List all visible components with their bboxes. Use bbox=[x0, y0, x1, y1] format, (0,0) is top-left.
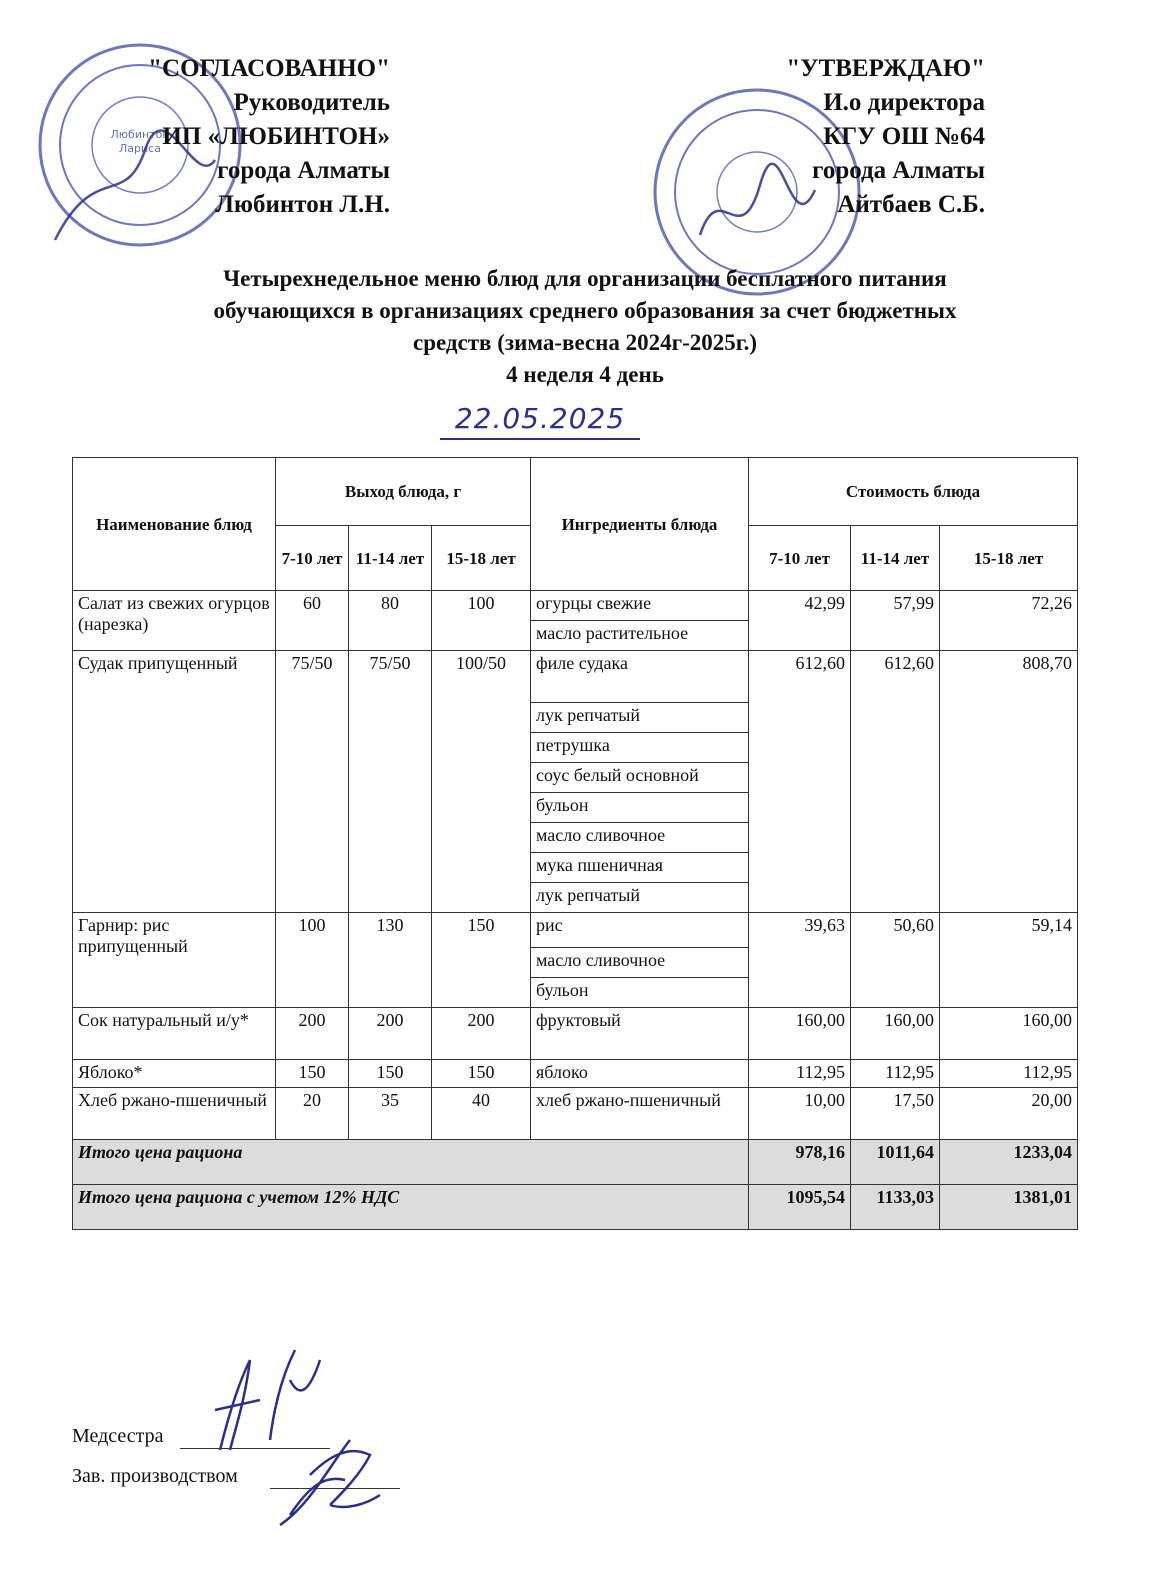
header-cost: Стоимость блюда bbox=[749, 458, 1078, 526]
total-vat-label: Итого цена рациона с учетом 12% НДС bbox=[73, 1185, 749, 1230]
header-yield-age3: 15-18 лет bbox=[432, 526, 531, 591]
dish-name: Сок натуральный и/у* bbox=[73, 1008, 276, 1060]
header-cost-age3: 15-18 лет bbox=[940, 526, 1078, 591]
cost-cell: 112,95 bbox=[940, 1060, 1078, 1088]
cost-cell: 112,95 bbox=[851, 1060, 940, 1088]
svg-text:Любинтон: Любинтон bbox=[110, 128, 170, 141]
approval-right-name: Айтбаев С.Б. bbox=[837, 191, 985, 218]
title-line-4: 4 неделя 4 день bbox=[506, 362, 664, 387]
yield-cell: 150 bbox=[432, 1060, 531, 1088]
ingredient-cell: масло сливочное bbox=[531, 948, 749, 978]
yield-cell: 200 bbox=[349, 1008, 432, 1060]
dish-name: Гарнир: рис припущенный bbox=[73, 913, 276, 1008]
production-signature-icon bbox=[270, 1425, 390, 1535]
approval-right bbox=[700, 52, 985, 222]
approval-right-org: КГУ ОШ №64 bbox=[823, 123, 985, 150]
ingredient-cell: фруктовый bbox=[531, 1008, 749, 1060]
yield-cell: 75/50 bbox=[349, 651, 432, 913]
total-vat-cost: 1381,01 bbox=[940, 1185, 1078, 1230]
ingredient-cell: лук репчатый bbox=[531, 883, 749, 913]
yield-cell: 150 bbox=[432, 913, 531, 1008]
cost-cell: 160,00 bbox=[940, 1008, 1078, 1060]
approval-left bbox=[60, 52, 390, 222]
cost-cell: 612,60 bbox=[749, 651, 851, 913]
yield-cell: 150 bbox=[349, 1060, 432, 1088]
cost-cell: 10,00 bbox=[749, 1088, 851, 1140]
cost-cell: 808,70 bbox=[940, 651, 1078, 913]
header-yield: Выход блюда, г bbox=[276, 458, 531, 526]
ingredient-cell: рис bbox=[531, 913, 749, 948]
cost-cell: 57,99 bbox=[851, 591, 940, 651]
total-label: Итого цена рациона bbox=[73, 1140, 749, 1185]
ingredient-cell: бульон bbox=[531, 793, 749, 823]
total-vat-cost: 1095,54 bbox=[749, 1185, 851, 1230]
ingredient-cell: мука пшеничная bbox=[531, 853, 749, 883]
yield-cell: 80 bbox=[349, 591, 432, 651]
total-cost: 1233,04 bbox=[940, 1140, 1078, 1185]
header-yield-age1: 7-10 лет bbox=[276, 526, 349, 591]
yield-cell: 130 bbox=[349, 913, 432, 1008]
total-vat-cost: 1133,03 bbox=[851, 1185, 940, 1230]
approval-left-name: Любинтон Л.Н. bbox=[215, 191, 390, 218]
cost-cell: 59,14 bbox=[940, 913, 1078, 1008]
ingredient-cell: лук репчатый bbox=[531, 703, 749, 733]
dish-name: Судак припущенный bbox=[73, 651, 276, 913]
ingredient-cell: хлеб ржано-пшеничный bbox=[531, 1088, 749, 1140]
cost-cell: 72,26 bbox=[940, 591, 1078, 651]
approval-left-org: ИП «ЛЮБИНТОН» bbox=[162, 123, 390, 150]
yield-cell: 100 bbox=[432, 591, 531, 651]
menu-table bbox=[72, 457, 1078, 1230]
page-title bbox=[60, 263, 1110, 391]
yield-cell: 100/50 bbox=[432, 651, 531, 913]
header-dish: Наименование блюд bbox=[73, 458, 276, 591]
ingredient-cell: бульон bbox=[531, 978, 749, 1008]
title-line-2: обучающихся в организациях среднего образования за счет бюджетных bbox=[213, 298, 957, 323]
approval-left-city: города Алматы bbox=[217, 157, 390, 184]
yield-cell: 20 bbox=[276, 1088, 349, 1140]
cost-cell: 50,60 bbox=[851, 913, 940, 1008]
dish-name: Салат из свежих огурцов (нарезка) bbox=[73, 591, 276, 651]
cost-cell: 112,95 bbox=[749, 1060, 851, 1088]
ingredient-cell: яблоко bbox=[531, 1060, 749, 1088]
yield-cell: 100 bbox=[276, 913, 349, 1008]
total-cost: 1011,64 bbox=[851, 1140, 940, 1185]
svg-text:Лариса: Лариса bbox=[119, 142, 161, 155]
yield-cell: 75/50 bbox=[276, 651, 349, 913]
dish-name: Яблоко* bbox=[73, 1060, 276, 1088]
cost-cell: 17,50 bbox=[851, 1088, 940, 1140]
production-signature-label: Зав. производством bbox=[72, 1465, 238, 1487]
header-yield-age2: 11-14 лет bbox=[349, 526, 432, 591]
cost-cell: 39,63 bbox=[749, 913, 851, 1008]
cost-cell: 20,00 bbox=[940, 1088, 1078, 1140]
approval-left-position: Руководитель bbox=[233, 89, 390, 116]
ingredient-cell: масло растительное bbox=[531, 621, 749, 651]
dish-name: Хлеб ржано-пшеничный bbox=[73, 1088, 276, 1140]
approval-left-heading: "СОГЛАСОВАННО" bbox=[148, 55, 390, 82]
total-row bbox=[73, 1140, 1078, 1185]
ingredient-cell: соус белый основной bbox=[531, 763, 749, 793]
approval-right-heading: "УТВЕРЖДАЮ" bbox=[786, 55, 985, 82]
header-cost-age2: 11-14 лет bbox=[851, 526, 940, 591]
ingredient-cell: филе судака bbox=[531, 651, 749, 703]
cost-cell: 612,60 bbox=[851, 651, 940, 913]
nurse-signature-label: Медсестра bbox=[72, 1425, 164, 1447]
cost-cell: 160,00 bbox=[851, 1008, 940, 1060]
header-cost-age1: 7-10 лет bbox=[749, 526, 851, 591]
yield-cell: 40 bbox=[432, 1088, 531, 1140]
cost-cell: 42,99 bbox=[749, 591, 851, 651]
total-vat-row bbox=[73, 1185, 1078, 1230]
ingredient-cell: петрушка bbox=[531, 733, 749, 763]
header-ingredients: Ингредиенты блюда bbox=[531, 458, 749, 591]
total-cost: 978,16 bbox=[749, 1140, 851, 1185]
ingredient-cell: масло сливочное bbox=[531, 823, 749, 853]
yield-cell: 35 bbox=[349, 1088, 432, 1140]
cost-cell: 160,00 bbox=[749, 1008, 851, 1060]
handwritten-date: 22.05.2025 bbox=[440, 400, 640, 440]
yield-cell: 200 bbox=[432, 1008, 531, 1060]
yield-cell: 200 bbox=[276, 1008, 349, 1060]
title-line-3: средств (зима-весна 2024г-2025г.) bbox=[412, 330, 758, 355]
yield-cell: 150 bbox=[276, 1060, 349, 1088]
ingredient-cell: огурцы свежие bbox=[531, 591, 749, 621]
approval-right-city: города Алматы bbox=[812, 157, 985, 184]
title-line-1: Четырехнедельное меню блюд для организации бесплатного питания bbox=[223, 266, 947, 291]
yield-cell: 60 bbox=[276, 591, 349, 651]
approval-right-position: И.о директора bbox=[823, 89, 985, 116]
